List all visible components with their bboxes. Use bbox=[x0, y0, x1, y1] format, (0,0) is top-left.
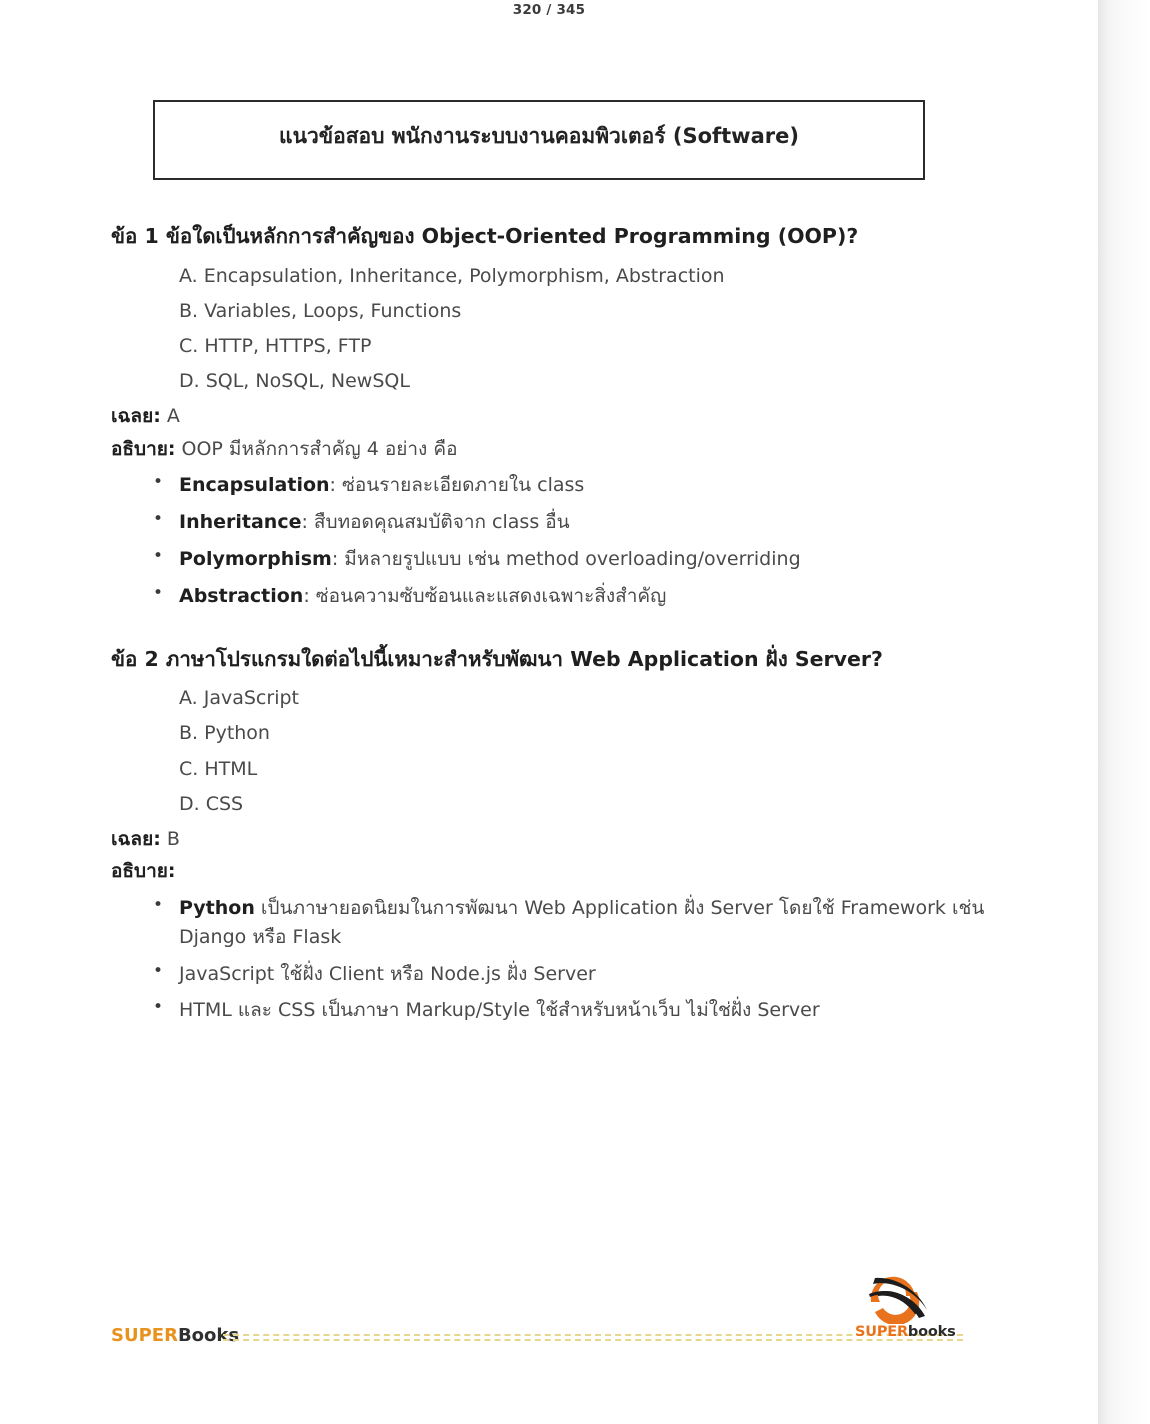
page-counter: 320 / 345 bbox=[512, 2, 586, 18]
question-prompt: ข้อ 2 ภาษาโปรแกรมใดต่อไปนี้เหมาะสำหรับพัฒนา Web Application ฝั่ง Server? bbox=[111, 646, 883, 671]
bullet-text: HTML และ CSS เป็นภาษา Markup/Style ใช้สำหรับหน้าเว็บ ไม่ใช่ฝั่ง Server bbox=[179, 999, 820, 1022]
choice-d: D. CSS bbox=[179, 792, 244, 815]
explanation-line bbox=[111, 857, 991, 886]
exam-title-box bbox=[153, 100, 925, 180]
bullet-text: เป็นภาษายอดนิยมในการพัฒนา Web Application ฝั่ง Server โดยใช้ Framework เช่น Django หรือ Flask bbox=[179, 896, 985, 948]
list-item bbox=[111, 582, 991, 611]
list-item bbox=[111, 508, 991, 537]
page-gutter bbox=[1098, 0, 1150, 1424]
explanation-line bbox=[111, 435, 991, 464]
answer-value: A bbox=[166, 405, 180, 428]
logo-sphere-icon bbox=[853, 1262, 953, 1324]
list-item bbox=[111, 996, 991, 1025]
footer-brand-primary: SUPER bbox=[111, 1325, 178, 1346]
list-item bbox=[111, 894, 991, 952]
explanation-value: OOP มีหลักการสำคัญ 4 อย่าง คือ bbox=[181, 437, 458, 460]
explanation-bullets bbox=[111, 894, 991, 1026]
question-block-2 bbox=[111, 645, 991, 1026]
explanation-label: อธิบาย: bbox=[111, 860, 176, 883]
choice-a: A. Encapsulation, Inheritance, Polymorphism, Abstraction bbox=[179, 264, 725, 287]
footer-divider bbox=[223, 1334, 963, 1341]
choice-a: A. JavaScript bbox=[179, 687, 299, 710]
list-item bbox=[111, 545, 991, 574]
logo-word-primary: SUPER bbox=[855, 1324, 908, 1340]
logo-word-secondary: books bbox=[907, 1324, 956, 1340]
bullet-text: : มีหลายรูปแบบ เช่น method overloading/overriding bbox=[331, 547, 801, 570]
answer-line bbox=[111, 825, 991, 854]
bullet-term: Encapsulation bbox=[179, 474, 330, 497]
footer-brand-secondary: Books bbox=[177, 1325, 240, 1346]
answer-label: เฉลย: bbox=[111, 827, 161, 850]
choice-d: D. SQL, NoSQL, NewSQL bbox=[179, 370, 410, 393]
bullet-text: : ซ่อนรายละเอียดภายใน class bbox=[329, 474, 585, 497]
explanation-bullets bbox=[111, 471, 991, 611]
list-item bbox=[111, 960, 991, 989]
question-block-1 bbox=[111, 222, 991, 611]
page-title: แนวข้อสอบ พนักงานระบบงานคอมพิวเตอร์ (Software) bbox=[279, 124, 799, 148]
section-spacer bbox=[111, 619, 991, 645]
bullet-term: Polymorphism bbox=[179, 547, 332, 570]
bullet-text: JavaScript ใช้ฝั่ง Client หรือ Node.js ฝั่ง Server bbox=[179, 962, 596, 985]
list-item bbox=[111, 471, 991, 500]
answer-value: B bbox=[166, 827, 180, 850]
choice-c: C. HTML bbox=[179, 757, 258, 780]
exam-content bbox=[111, 222, 991, 1033]
answer-label: เฉลย: bbox=[111, 405, 161, 428]
question-prompt: ข้อ 1 ข้อใดเป็นหลักการสำคัญของ Object-Oriented Programming (OOP)? bbox=[111, 224, 859, 248]
choice-c: C. HTTP, HTTPS, FTP bbox=[179, 334, 372, 357]
bullet-text: : สืบทอดคุณสมบัติจาก class อื่น bbox=[301, 511, 570, 534]
logo-wordmark bbox=[855, 1324, 956, 1340]
bullet-term: Inheritance bbox=[179, 511, 302, 534]
footer-brand bbox=[111, 1325, 239, 1346]
superbooks-logo bbox=[853, 1262, 956, 1350]
bullet-term: Python bbox=[179, 896, 255, 919]
explanation-label: อธิบาย: bbox=[111, 437, 176, 460]
bullet-text: : ซ่อนความซับซ้อนและแสดงเฉพาะสิ่งสำคัญ bbox=[303, 584, 667, 607]
choice-b: B. Python bbox=[179, 722, 270, 745]
bullet-term: Abstraction bbox=[179, 584, 304, 607]
choice-b: B. Variables, Loops, Functions bbox=[179, 299, 462, 322]
answer-line bbox=[111, 402, 991, 431]
